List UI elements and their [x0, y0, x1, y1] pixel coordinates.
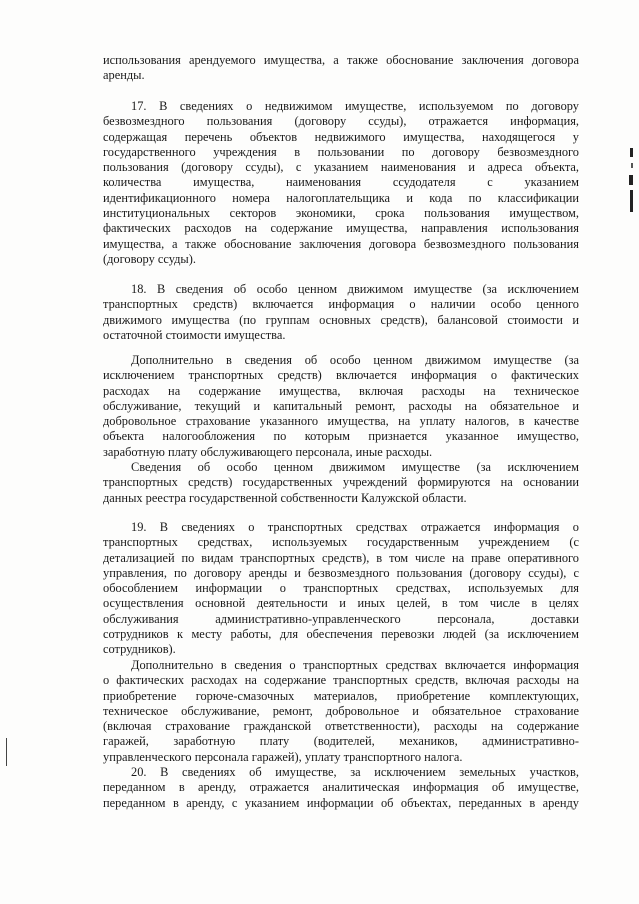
text-line: расходах на содержание имущества, включая расходы на техническое [103, 383, 579, 398]
text-line: институциональных секторов экономики, срока пользования имуществом, [103, 206, 579, 221]
text-line: осуществления основной деятельности и иных целей, в том числе в целях [103, 596, 579, 611]
text-line: добровольное страхование указанного имущества, на уплату налогов, в качестве [103, 414, 579, 429]
text-line: о фактических расходах на содержание транспортных средств, включая расходы на [103, 673, 579, 688]
text-line: транспортных средствах, используемых государственным учреждением (с [103, 535, 579, 550]
scan-edge-artifact [630, 148, 633, 157]
paragraph-20 [103, 765, 579, 811]
text-line: исключением транспортных средств) включается информация о фактических [103, 368, 579, 383]
text-line: содержащая перечень объектов недвижимого имущества, находящегося у [103, 129, 579, 144]
text-line: гаражей, заработную плату (водителей, механиков, административно- [103, 734, 579, 749]
text-line: обособлением информации о транспортных средствах, используемых для [103, 581, 579, 596]
text-line: (договору ссуды). [103, 251, 196, 266]
text-line: 17. В сведениях о недвижимом имуществе, используемом по договору [131, 99, 579, 113]
text-line: использования арендуемого имущества, а также обоснование заключения договора [103, 53, 579, 67]
text-line: (включая страхование гражданской ответственности), расходы на содержание [103, 719, 579, 734]
paragraph-17 [103, 99, 579, 267]
text-line: идентификационного номера налогоплательщика и кода по классификации [103, 190, 579, 205]
paragraph-19-additional [103, 658, 579, 765]
paragraph-18 [103, 282, 579, 343]
text-line: Сведения об особо ценном движимом имуществе (за исключением [131, 460, 579, 474]
text-line: сотрудников). [103, 642, 176, 657]
scan-edge-artifact [6, 738, 7, 766]
text-line: управленческого персонала гаражей), уплату транспортного налога. [103, 749, 463, 764]
text-line: детализацией по видам транспортных средств), в том числе на праве оперативного [103, 550, 579, 565]
text-line: остаточной стоимости имущества. [103, 327, 286, 342]
text-line: сотрудников к месту работы, для обеспечения перевозки людей (за исключением [103, 627, 579, 642]
text-line: фактических расходов на содержание имущества, направления использования [103, 221, 579, 236]
paragraph-19 [103, 520, 579, 658]
scan-edge-artifact [631, 163, 633, 168]
text-line: переданном в аренду, с указанием информации об объектах, переданных в аренду [103, 795, 579, 810]
text-line: Дополнительно в сведения об особо ценном движимом имуществе (за [131, 353, 579, 367]
text-line: управления, по договору аренды и безвозмездного пользования (договору ссуды), с [103, 565, 579, 580]
text-line: аренды. [103, 68, 145, 83]
text-line: транспортных средств) включается информация о наличии особо ценного [103, 297, 579, 312]
scan-edge-artifact [629, 175, 633, 185]
text-line: обслуживание, текущий и капитальный ремонт, расходы на обязательное и [103, 398, 579, 413]
text-line: 20. В сведениях об имуществе, за исключением земельных участков, [131, 765, 579, 779]
scan-edge-artifact [630, 190, 633, 212]
text-line: 19. В сведениях о транспортных средствах отражается информация о [131, 520, 579, 534]
text-line: транспортных средств) государственных учреждений формируются на основании [103, 475, 579, 490]
text-line: заработную плату обслуживающего персонала, иные расходы. [103, 444, 433, 459]
text-line: данных реестра государственной собственности Калужской области. [103, 490, 467, 505]
text-line: безвозмездного пользования (договору ссуды), отражается информация, [103, 114, 579, 129]
text-line: переданном в аренду, отражается аналитическая информация об имуществе, [103, 780, 579, 795]
paragraph-18-registry [103, 460, 579, 506]
text-line: объекта налогообложения по которым признается указанное имущество, [103, 429, 579, 444]
paragraph-18-additional [103, 353, 579, 460]
text-line: Дополнительно в сведения о транспортных средствах включается информация [131, 658, 579, 672]
text-line: приобретение горюче-смазочных материалов, приобретение комплектующих, [103, 688, 579, 703]
text-line: техническое обслуживание, ремонт, добровольное и обязательное страхование [103, 703, 579, 718]
text-line: движимого имущества (по группам основных средств), балансовой стоимости и [103, 312, 579, 327]
text-line: количества имущества, наименования ссудодателя с указанием [103, 175, 579, 190]
text-line: обслуживания административно-управленческого персонала, доставки [103, 611, 579, 626]
text-line: 18. В сведения об особо ценном движимом имуществе (за исключением [131, 282, 579, 296]
text-line: имущества, а также обоснование заключения договора безвозмездного пользования [103, 236, 579, 251]
text-line: государственного учреждения в пользовании по договору безвозмездного [103, 144, 579, 159]
paragraph-16-continuation [103, 53, 579, 84]
text-line: пользования (договору ссуды), с указанием наименования и адреса объекта, [103, 160, 579, 175]
